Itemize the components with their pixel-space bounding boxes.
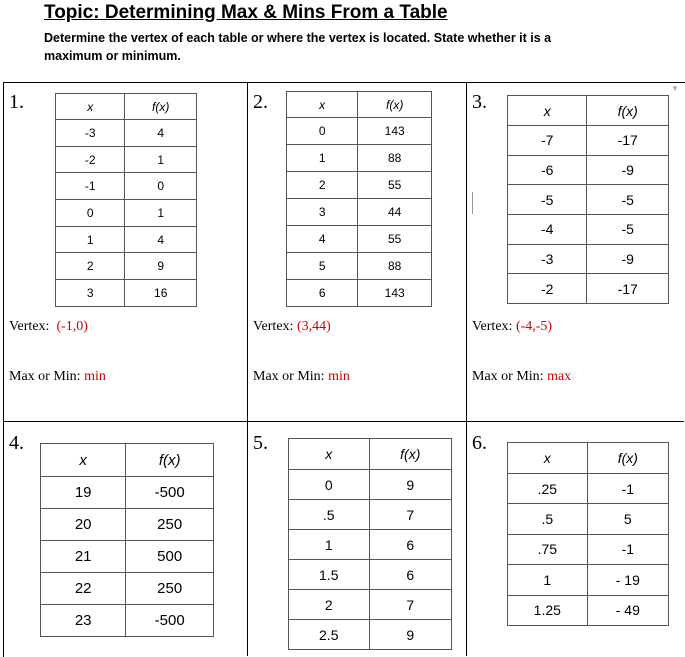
table-row: [289, 530, 452, 560]
table-row: [508, 274, 669, 304]
table-cell: 6: [369, 560, 452, 590]
table-cell: 143: [358, 280, 432, 307]
table-row: [287, 199, 432, 226]
table-header-cell: f(x): [587, 443, 668, 474]
value-table: [507, 442, 669, 626]
table-row: [508, 185, 669, 215]
table-cell: 1.5: [289, 560, 370, 590]
table-cell: .25: [508, 474, 588, 504]
table-cell: 88: [358, 253, 432, 280]
table-header-cell: x: [508, 96, 587, 126]
table-row: [287, 280, 432, 307]
table-cell: 250: [126, 573, 214, 605]
table-header-cell: f(x): [125, 94, 197, 120]
table-header-cell: x: [41, 444, 126, 477]
table-cell: .5: [508, 504, 588, 534]
table-cell: 9: [369, 470, 452, 500]
table-cell: 0: [289, 470, 370, 500]
table-row: [56, 173, 197, 200]
table-cell: 7: [369, 500, 452, 530]
table-header-row: [508, 443, 669, 474]
table-cell: 2: [287, 172, 358, 199]
table-row: [41, 509, 214, 541]
table-row: [56, 226, 197, 253]
table-cell: -2: [508, 274, 587, 304]
problem-number: 1.: [9, 91, 24, 113]
table-row: [508, 244, 669, 274]
problem-number: 5.: [253, 432, 268, 454]
table-row: [41, 605, 214, 637]
value-table: [55, 93, 197, 307]
table-row: [289, 560, 452, 590]
table-cell: 0: [56, 200, 125, 227]
table-header-row: [289, 439, 452, 470]
table-row: [41, 541, 214, 573]
table-row: [56, 200, 197, 227]
page-title: Topic: Determining Max & Mins From a Table: [44, 2, 448, 23]
vertex-answer: Vertex: (-1,0): [9, 319, 88, 334]
table-row: [508, 565, 669, 595]
table-cell: 55: [358, 226, 432, 253]
table-row: [287, 118, 432, 145]
table-cell: - 19: [587, 565, 668, 595]
table-cell: 5: [287, 253, 358, 280]
table-cell: 2: [56, 253, 125, 280]
table-row: [287, 145, 432, 172]
table-cell: 4: [125, 120, 197, 147]
max-min-answer: Max or Min: min: [253, 369, 350, 384]
table-cell: 1: [287, 145, 358, 172]
table-cell: -1: [587, 534, 668, 564]
table-cell: -1: [56, 173, 125, 200]
table-cell: 3: [56, 280, 125, 307]
table-cell: 2.5: [289, 620, 370, 650]
table-cell: -500: [126, 605, 214, 637]
table-cell: -5: [508, 185, 587, 215]
table-cell: 22: [41, 573, 126, 605]
table-cell: 1.25: [508, 595, 588, 625]
table-cell: 4: [125, 226, 197, 253]
table-row: [508, 474, 669, 504]
table-header-row: [56, 94, 197, 120]
table-cell: 9: [125, 253, 197, 280]
table-cell: -17: [587, 274, 669, 304]
table-row: [41, 477, 214, 509]
table-header-cell: f(x): [369, 439, 452, 470]
table-header-cell: x: [508, 443, 588, 474]
text-cursor: [472, 192, 473, 214]
table-row: [508, 215, 669, 245]
table-header-cell: x: [56, 94, 125, 120]
table-header-cell: x: [289, 439, 370, 470]
divider: [3, 421, 684, 422]
table-header-cell: x: [287, 92, 358, 118]
value-table: [40, 443, 214, 637]
table-row: [289, 620, 452, 650]
table-cell: 1: [125, 200, 197, 227]
table-cell: 21: [41, 541, 126, 573]
table-cell: -4: [508, 215, 587, 245]
table-cell: 6: [369, 530, 452, 560]
table-cell: -3: [508, 244, 587, 274]
table-row: [56, 120, 197, 147]
table-cell: 44: [358, 199, 432, 226]
problem-number: 6.: [472, 432, 487, 454]
table-row: [289, 590, 452, 620]
table-row: [56, 280, 197, 307]
table-cell: .75: [508, 534, 588, 564]
table-cell: -1: [587, 474, 668, 504]
table-header-row: [508, 96, 669, 126]
table-cell: 23: [41, 605, 126, 637]
problem-number: 2.: [253, 91, 268, 113]
problem-number: 3.: [472, 91, 487, 113]
table-cell: 88: [358, 145, 432, 172]
vertex-answer: Vertex: (3,44): [253, 319, 331, 334]
table-cell: -7: [508, 126, 587, 156]
instructions: Determine the vertex of each table or where the vertex is located. State whether it is a maximum or minimum.: [44, 31, 552, 63]
table-cell: 6: [287, 280, 358, 307]
table-cell: -6: [508, 155, 587, 185]
table-cell: 3: [287, 199, 358, 226]
table-row: [287, 172, 432, 199]
table-cell: 9: [369, 620, 452, 650]
table-row: [508, 534, 669, 564]
table-cell: 5: [587, 504, 668, 534]
table-cell: 1: [508, 565, 588, 595]
table-cell: 19: [41, 477, 126, 509]
table-cell: 1: [125, 146, 197, 173]
table-cell: -500: [126, 477, 214, 509]
table-cell: 0: [287, 118, 358, 145]
scroll-arrow-icon: ▼: [671, 84, 679, 93]
table-cell: 1: [289, 530, 370, 560]
table-row: [508, 504, 669, 534]
table-cell: -5: [587, 215, 669, 245]
table-cell: 4: [287, 226, 358, 253]
table-header-cell: f(x): [358, 92, 432, 118]
table-cell: 2: [289, 590, 370, 620]
table-row: [56, 146, 197, 173]
value-table: [288, 438, 452, 650]
table-row: [508, 155, 669, 185]
value-table: [507, 95, 669, 304]
value-table: [286, 91, 432, 307]
table-row: [287, 226, 432, 253]
table-header-row: [41, 444, 214, 477]
vertex-answer: Vertex: (-4,-5): [472, 319, 553, 334]
table-cell: 20: [41, 509, 126, 541]
divider: [247, 82, 248, 656]
table-row: [289, 500, 452, 530]
table-cell: 0: [125, 173, 197, 200]
table-cell: -2: [56, 146, 125, 173]
table-cell: 55: [358, 172, 432, 199]
table-cell: -9: [587, 244, 669, 274]
table-header-cell: f(x): [126, 444, 214, 477]
table-cell: 1: [56, 226, 125, 253]
max-min-answer: Max or Min: min: [9, 369, 106, 384]
table-row: [289, 470, 452, 500]
table-cell: 250: [126, 509, 214, 541]
table-header-cell: f(x): [587, 96, 669, 126]
table-cell: -9: [587, 155, 669, 185]
table-cell: 16: [125, 280, 197, 307]
table-row: [41, 573, 214, 605]
problem-number: 4.: [9, 432, 24, 454]
table-cell: -5: [587, 185, 669, 215]
table-header-row: [287, 92, 432, 118]
table-cell: -3: [56, 120, 125, 147]
table-row: [508, 595, 669, 625]
table-cell: 143: [358, 118, 432, 145]
table-cell: - 49: [587, 595, 668, 625]
table-cell: .5: [289, 500, 370, 530]
table-row: [287, 253, 432, 280]
table-row: [508, 126, 669, 156]
table-cell: -17: [587, 126, 669, 156]
divider: [466, 82, 467, 656]
max-min-answer: Max or Min: max: [472, 369, 572, 384]
table-cell: 7: [369, 590, 452, 620]
table-cell: 500: [126, 541, 214, 573]
table-row: [56, 253, 197, 280]
